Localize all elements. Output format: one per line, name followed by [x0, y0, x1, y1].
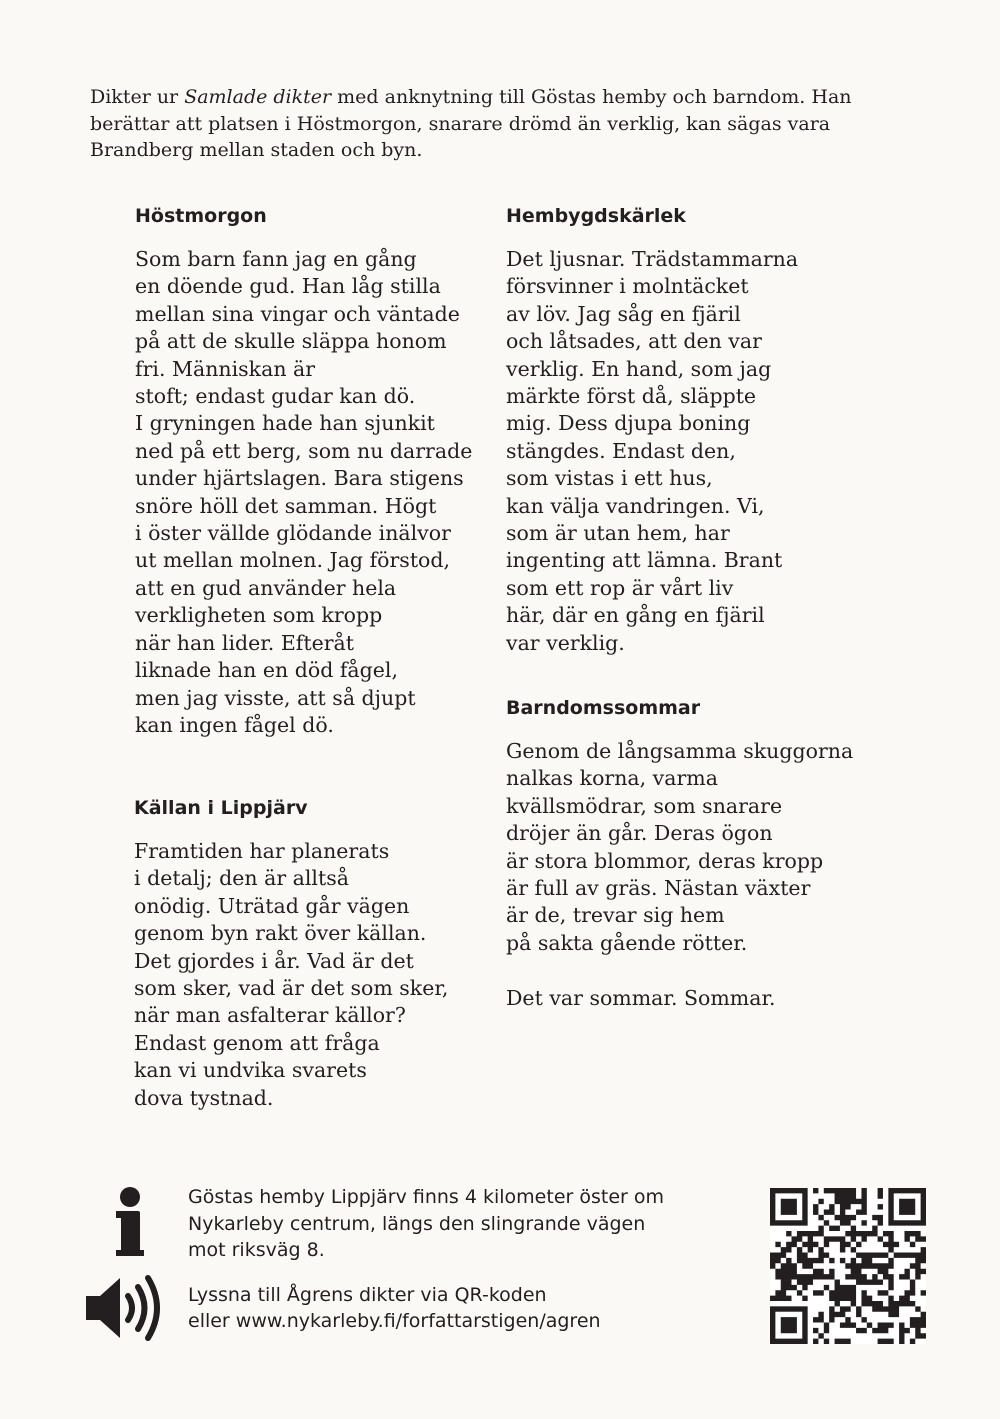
poem-text: Som barn fann jag en gång en döende gud. Han låg stilla mellan sina vingar och väntade på att de skulle släppa honom fri. Människan är stoft; endast gudar kan dö. I gryningen hade han sjunkit ned på ett berg, som nu darrade under hjärtslagen. Bara stigens snöre höll det samman. Högt i öster vällde glödande inälvor ut mellan molnen. Jag förstod, att en gud använder hela verkligheten som kropp när han lider. Efteråt liknade han en död fågel, men jag visste, att så djupt kan ingen fågel dö.: [135, 247, 473, 737]
book-title: Samlade dikter: [184, 86, 332, 108]
poem-title: Barndomssommar: [506, 697, 701, 719]
poem-hostmorgon: [135, 204, 472, 739]
info-icon: [112, 1186, 148, 1258]
poem-title: Höstmorgon: [135, 205, 267, 227]
info-box: [188, 1184, 748, 1335]
intro-after: med anknytning till Göstas hemby och barndom. Han berättar att platsen i Höstmorgon, snarare drömd än verklig, kan sägas vara Brandberg mellan staden och byn.: [90, 86, 852, 161]
poem-text: Det ljusnar. Trädstammarna försvinner i molntäcket av löv. Jag såg en fjäril och låtsades, att den var verklig. En hand, som jag märkte först då, släppte mig. Dess djupa boning stängdes. Endast den, som vistas i ett hus, kan välja vandringen. Vi, som är utan hem, har ingenting att lämna. Brant som ett rop är vårt liv här, där en gång en fjäril var verklig.: [506, 247, 799, 655]
poem-text: Framtiden har planerats i detalj; den är alltså onödig. Uträtad går vägen genom byn rakt över källan. Det gjordes i år. Vad är det som sker, vad är det som sker, när man asfalterar källor? Endast genom att fråga kan vi undvika svarets dova tystnad.: [134, 839, 449, 1110]
poem-title: Hembygdskärlek: [506, 205, 686, 227]
intro-before: Dikter ur: [90, 86, 185, 108]
poem-text: Genom de långsamma skuggorna nalkas korna, varma kvällsmödrar, som snarare dröjer än går. Deras ögon är stora blommor, deras kropp är full av gräs. Nästan växter är de, trevar sig hem på sakta gående rötter. Det var sommar. Sommar.: [506, 739, 854, 1010]
poem-barndomssommar: [506, 696, 853, 1012]
intro-paragraph: [90, 84, 920, 164]
speaker-icon: [84, 1274, 166, 1342]
listen-text: [188, 1282, 748, 1335]
qr-code[interactable]: [770, 1188, 926, 1344]
poem-kallan-i-lippjarv: [134, 796, 448, 1112]
listen-line: Lyssna till Ågrens dikter via QR-koden: [188, 1283, 547, 1306]
poem-hembygdskarlek: [506, 204, 798, 657]
directions-text: Göstas hemby Lippjärv finns 4 kilometer öster om Nykarleby centrum, längs den slingrande vägen mot riksväg 8.: [188, 1186, 665, 1261]
listen-url[interactable]: eller www.nykarleby.fi/forfattarstigen/agren: [188, 1310, 601, 1332]
poem-title: Källan i Lippjärv: [134, 797, 308, 819]
